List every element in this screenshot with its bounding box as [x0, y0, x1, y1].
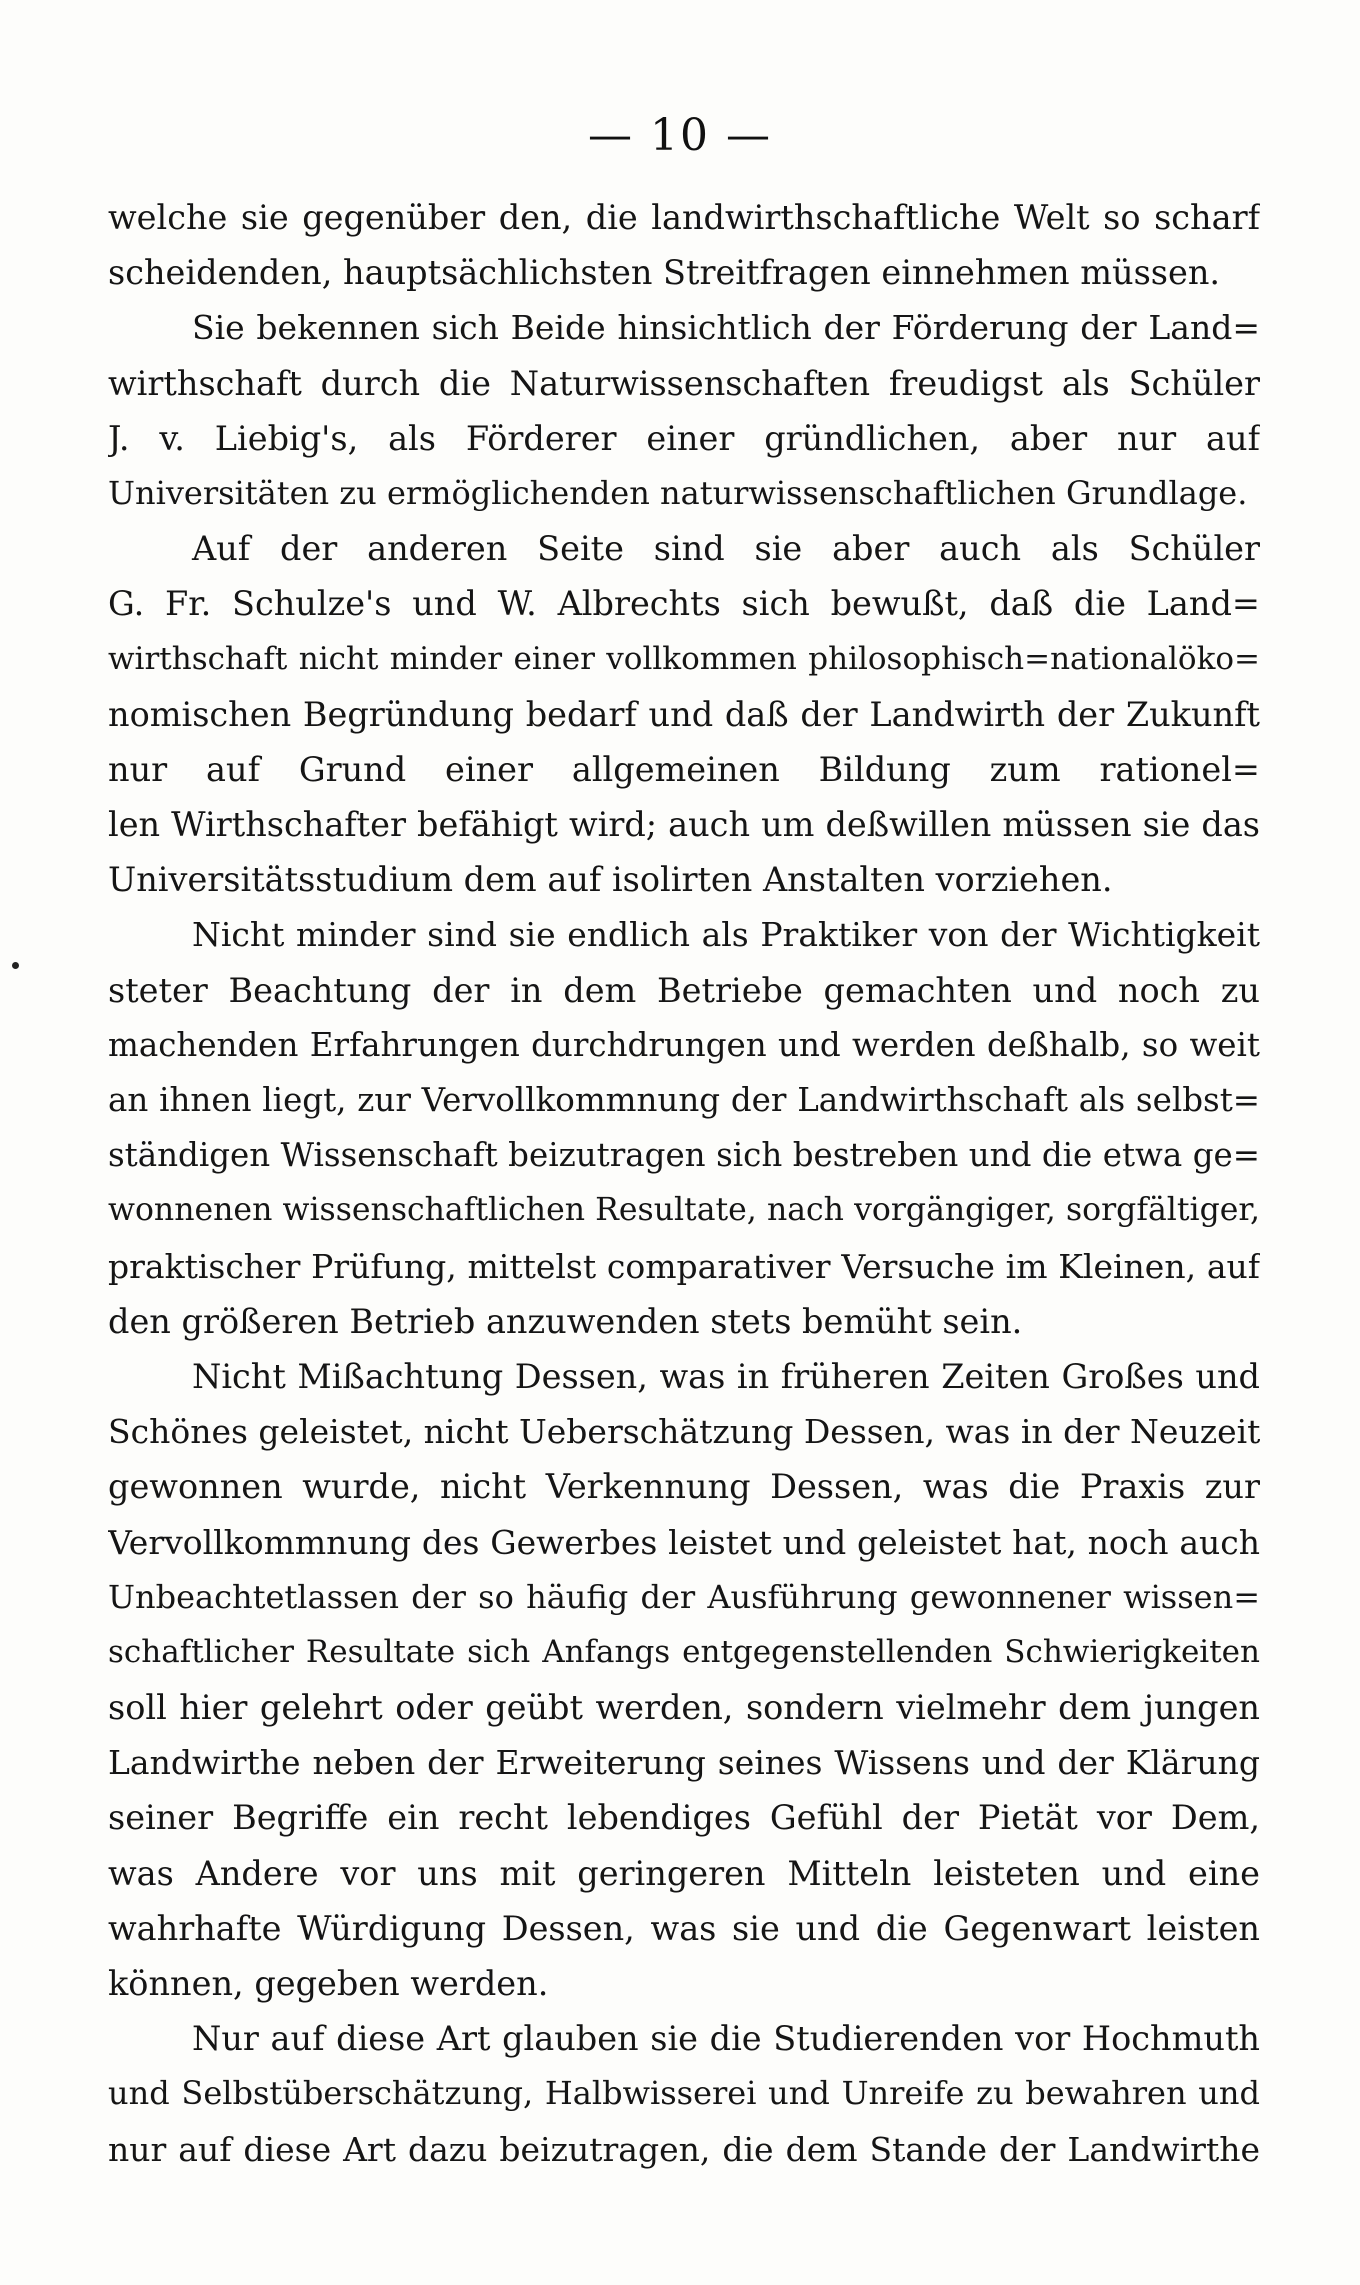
text-line: Vervollkommnung des Gewerbes leistet und geleistet hat, noch auch [108, 1522, 1260, 1562]
text-line: Auf der anderen Seite sind sie aber auch als Schüler [192, 529, 1260, 569]
text-line: wirthschaft nicht minder einer vollkommen philosophisch=nationalöko= [108, 640, 1260, 677]
text-line: ständigen Wissenschaft beizutragen sich bestreben und die etwa ge= [108, 1136, 1260, 1175]
text-line: an ihnen liegt, zur Vervollkommnung der Landwirthschaft als selbst= [108, 1081, 1260, 1119]
body-text [108, 190, 1260, 2177]
text-line: Landwirthe neben der Erweiterung seines Wissens und der Klärung [108, 1743, 1260, 1783]
text-line: len Wirthschafter befähigt wird; auch um deßwillen müssen sie das [108, 805, 1260, 845]
text-line: und Selbstüberschätzung, Halbwisserei und Unreife zu bewahren und [108, 2074, 1260, 2113]
text-line: soll hier gelehrt oder geübt werden, sondern vielmehr dem jungen [108, 1688, 1260, 1728]
text-line: Sie bekennen sich Beide hinsichtlich der Förderung der Land= [192, 308, 1260, 348]
text-line: G. Fr. Schulze's und W. Albrechts sich bewußt, daß die Land= [108, 584, 1260, 624]
text-line: steter Beachtung der in dem Betriebe gemachten und noch zu [108, 970, 1260, 1010]
text-line: wahrhafte Würdigung Dessen, was sie und die Gegenwart leisten [108, 1908, 1260, 1948]
text-line: nur auf diese Art dazu beizutragen, die dem Stande der Landwirthe [108, 2129, 1260, 2169]
text-line: praktischer Prüfung, mittelst comparativer Versuche im Kleinen, auf [108, 1246, 1260, 1286]
text-line: können, gegeben werden. [108, 1964, 549, 2003]
text-line: scheidenden, hauptsächlichsten Streitfragen einnehmen müssen. [108, 253, 1221, 293]
text-line: Universitäten zu ermöglichenden naturwissenschaftlichen Grundlage. [108, 473, 1248, 512]
text-line: wirthschaft durch die Naturwissenschaften freudigst als Schüler [108, 363, 1260, 403]
text-line: Nur auf diese Art glauben sie die Studierenden vor Hochmuth [192, 2019, 1260, 2059]
text-line: nomischen Begründung bedarf und daß der Landwirth der Zukunft [108, 694, 1260, 734]
text-line: machenden Erfahrungen durchdrungen und werden deßhalb, so weit [108, 1025, 1260, 1064]
text-line: Nicht Mißachtung Dessen, was in früheren Zeiten Großes und [192, 1356, 1260, 1396]
margin-mark [12, 962, 19, 969]
text-line: welche sie gegenüber den, die landwirthschaftliche Welt so scharf [108, 198, 1260, 237]
text-line: wonnenen wissenschaftlichen Resultate, nach vorgängiger, sorgfältiger, [108, 1192, 1260, 1229]
text-line: Universitätsstudium dem auf isolirten Anstalten vorziehen. [108, 860, 1113, 900]
text-line: gewonnen wurde, nicht Verkennung Dessen, was die Praxis zur [108, 1467, 1260, 1507]
text-line: den größeren Betrieb anzuwenden stets bemüht sein. [108, 1301, 1023, 1341]
page-number: — 10 — [588, 110, 772, 161]
text-line: nur auf Grund einer allgemeinen Bildung zum rationel= [108, 749, 1260, 789]
text-line: Unbeachtetlassen der so häufig der Ausführung gewonnener wissen= [108, 1577, 1260, 1616]
text-line: seiner Begriffe ein recht lebendiges Gefühl der Pietät vor Dem, [108, 1798, 1260, 1838]
text-line: was Andere vor uns mit geringeren Mitteln leisteten und eine [108, 1853, 1260, 1893]
text-line: Nicht minder sind sie endlich als Praktiker von der Wichtigkeit [192, 915, 1260, 955]
text-line: schaftlicher Resultate sich Anfangs entgegenstellenden Schwierigkeiten [108, 1633, 1260, 1670]
text-line: J. v. Liebig's, als Förderer einer gründlichen, aber nur auf [108, 418, 1260, 458]
text-line: Schönes geleistet, nicht Ueberschätzung Dessen, was in der Neuzeit [108, 1412, 1260, 1452]
